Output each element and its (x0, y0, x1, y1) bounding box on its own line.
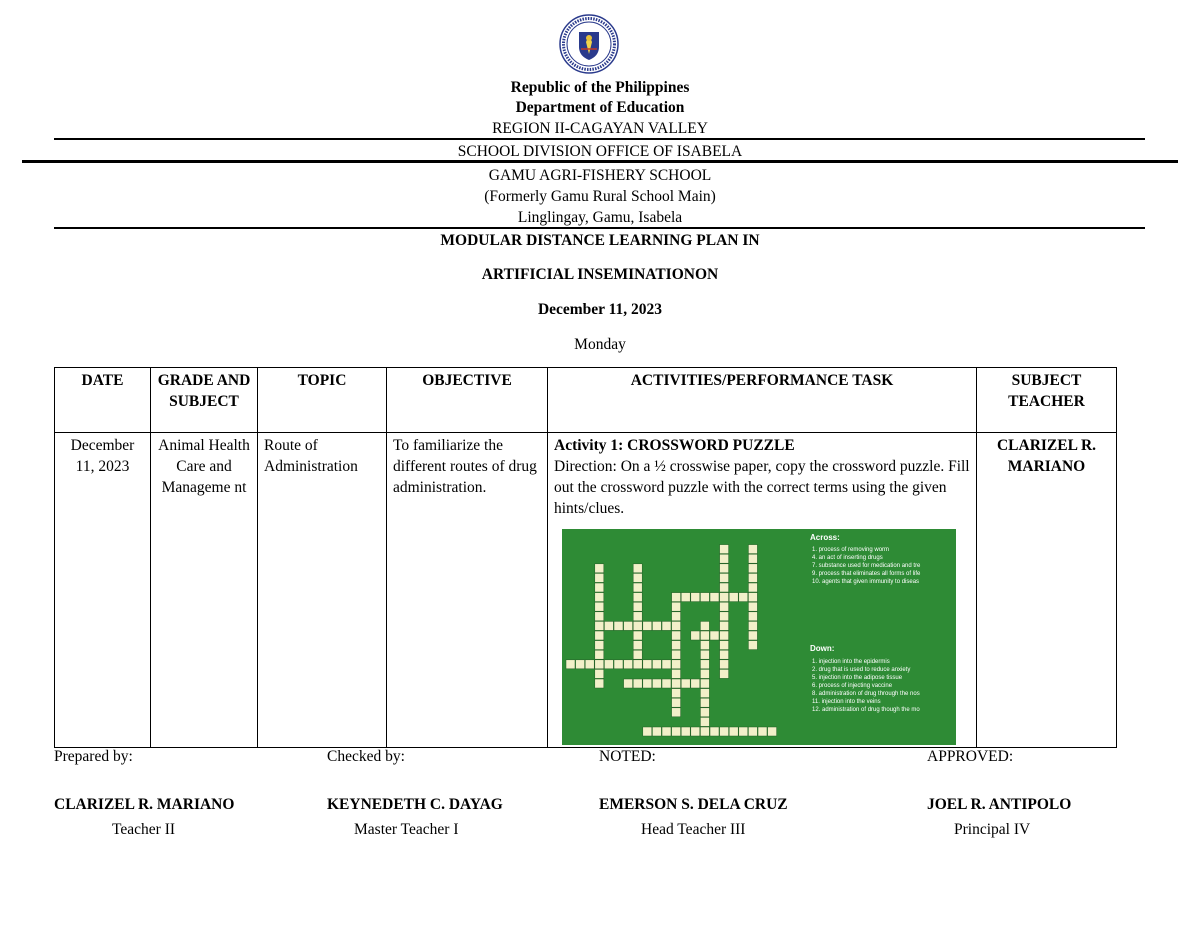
crossword-cell (729, 727, 738, 736)
cell-date: December 11, 2023 (55, 433, 151, 748)
crossword-cell (700, 650, 709, 659)
approved-label: APPROVED: (927, 748, 1014, 765)
crossword-cell (595, 669, 604, 678)
checked-label: Checked by: (327, 748, 405, 765)
crossword-cell (720, 573, 729, 582)
checked-name: KEYNEDETH C. DAYAG (327, 796, 503, 813)
crossword-cell (748, 564, 757, 573)
down-clue: 5. injection into the adipose tissue (812, 675, 903, 681)
crossword-cell (624, 660, 633, 669)
crossword-cell (595, 612, 604, 621)
down-clue: 12. administration of drug though the mo (812, 707, 920, 713)
approved-position: Principal IV (954, 821, 1031, 838)
crossword-cell (576, 660, 585, 669)
crossword-cell (700, 727, 709, 736)
crossword-cell (720, 564, 729, 573)
crossword-cell (672, 631, 681, 640)
crossword-cell (700, 717, 709, 726)
header-grade-subject: GRADE AND SUBJECT (151, 368, 258, 433)
header-date: DATE (55, 368, 151, 433)
noted-position: Head Teacher III (641, 821, 746, 838)
crossword-cell (672, 669, 681, 678)
crossword-cell (643, 660, 652, 669)
crossword-cell (595, 602, 604, 611)
crossword-cell (652, 679, 661, 688)
crossword-cell (585, 660, 594, 669)
crossword-cell (672, 641, 681, 650)
crossword-cell (672, 650, 681, 659)
crossword-cell (595, 593, 604, 602)
crossword-cell (595, 679, 604, 688)
header-rule-1 (54, 138, 1145, 140)
crossword-cell (720, 554, 729, 563)
header-address: Linglingay, Gamu, Isabela (517, 209, 683, 226)
crossword-cell (691, 727, 700, 736)
crossword-cell (720, 583, 729, 592)
crossword-cell (748, 641, 757, 650)
approved-name: JOEL R. ANTIPOLO (927, 796, 1072, 813)
crossword-cell (595, 621, 604, 630)
header-formerly: (Formerly Gamu Rural School Main) (484, 188, 716, 205)
crossword-cell (729, 593, 738, 602)
crossword-cell (624, 679, 633, 688)
plan-subject: ARTIFICIAL INSEMINATIONON (481, 266, 719, 283)
crossword-cell (710, 631, 719, 640)
cell-topic: Route of Administration (258, 433, 387, 748)
crossword-cell (739, 593, 748, 602)
crossword-cell (768, 727, 777, 736)
crossword-cell (633, 650, 642, 659)
cell-grade-subject: Animal Health Care and Manageme nt (151, 433, 258, 748)
crossword-cell (720, 602, 729, 611)
crossword-cell (624, 621, 633, 630)
down-clue: 8. administration of drug through the nos (812, 691, 920, 697)
header-objective: OBJECTIVE (387, 368, 548, 433)
header-topic: TOPIC (258, 368, 387, 433)
crossword-cell (720, 727, 729, 736)
table-row (55, 433, 1117, 748)
crossword-cell (748, 573, 757, 582)
header-republic: Republic of the Philippines (510, 79, 690, 96)
crossword-cell (700, 593, 709, 602)
crossword-cell (662, 727, 671, 736)
crossword-cell (748, 554, 757, 563)
crossword-cell (633, 612, 642, 621)
crossword-cell (672, 593, 681, 602)
crossword-cell (672, 708, 681, 717)
crossword-cell (748, 583, 757, 592)
crossword-cell (662, 660, 671, 669)
crossword-cell (595, 650, 604, 659)
crossword-cell (672, 698, 681, 707)
prepared-name: CLARIZEL R. MARIANO (54, 796, 235, 813)
header-region: REGION II-CAGAYAN VALLEY (492, 120, 708, 137)
plan-date: December 11, 2023 (537, 301, 663, 318)
crossword-cell (672, 660, 681, 669)
crossword-cell (720, 593, 729, 602)
crossword-cell (720, 660, 729, 669)
header-subject-teacher: SUBJECT TEACHER (977, 368, 1117, 433)
across-clue: 9. process that eliminates all forms of life (812, 571, 921, 577)
crossword-cell (748, 631, 757, 640)
cell-subject-teacher: CLARIZEL R. MARIANO (977, 433, 1117, 748)
crossword-cell (700, 698, 709, 707)
crossword-cell (672, 602, 681, 611)
crossword-cell (758, 727, 767, 736)
crossword-cell (748, 612, 757, 621)
plan-title: MODULAR DISTANCE LEARNING PLAN IN (440, 232, 760, 249)
crossword-cell (691, 679, 700, 688)
lesson-plan-table (54, 367, 1117, 748)
crossword-cell (700, 669, 709, 678)
crossword-cell (633, 641, 642, 650)
crossword-cell (643, 679, 652, 688)
crossword-cell (633, 631, 642, 640)
crossword-cell (652, 727, 661, 736)
across-clue: 7. substance used for medication and tre (812, 563, 921, 569)
crossword-cell (595, 564, 604, 573)
table-header-row (55, 368, 1117, 433)
crossword-cell (748, 602, 757, 611)
crossword-cell (633, 583, 642, 592)
crossword-cell (681, 727, 690, 736)
crossword-cell (672, 621, 681, 630)
crossword-cell (700, 708, 709, 717)
crossword-cell (710, 727, 719, 736)
plan-day: Monday (574, 336, 626, 353)
crossword-cell (633, 593, 642, 602)
crossword-cell (720, 641, 729, 650)
down-clue: 1. injection into the epidermis (812, 659, 890, 665)
crossword-cell (633, 602, 642, 611)
prepared-label: Prepared by: (54, 748, 133, 765)
crossword-cell (595, 631, 604, 640)
crossword-cell (614, 621, 623, 630)
crossword-cell (691, 593, 700, 602)
crossword-cell (748, 593, 757, 602)
deped-seal-logo (559, 14, 619, 74)
crossword-cell (633, 564, 642, 573)
crossword-cell (720, 612, 729, 621)
activity-direction: Direction: On a ½ crosswise paper, copy the crossword puzzle. Fill out the crossword puzzle with the correct terms using the given hints/clues. (554, 458, 970, 517)
header-department: Department of Education (515, 99, 685, 116)
crossword-cell (710, 593, 719, 602)
crossword-cell (595, 641, 604, 650)
crossword-cell (643, 727, 652, 736)
crossword-cell (672, 727, 681, 736)
crossword-puzzle-image (562, 529, 956, 745)
crossword-cell (662, 621, 671, 630)
noted-name: EMERSON S. DELA CRUZ (599, 796, 788, 813)
crossword-cell (700, 689, 709, 698)
crossword-cell (748, 621, 757, 630)
cell-objective: To familiarize the different routes of drug administration. (387, 433, 548, 748)
header-school: GAMU AGRI-FISHERY SCHOOL (488, 167, 712, 184)
down-clue: 11. injection into the veins (812, 699, 881, 705)
crossword-cell (633, 621, 642, 630)
crossword-cell (633, 660, 642, 669)
across-clue: 10. agents that given immunity to diseas (812, 579, 920, 585)
crossword-cell (739, 727, 748, 736)
crossword-cell (595, 573, 604, 582)
crossword-cell (652, 621, 661, 630)
crossword-cell (700, 679, 709, 688)
crossword-cell (720, 631, 729, 640)
crossword-cell (700, 641, 709, 650)
prepared-position: Teacher II (112, 821, 176, 838)
crossword-cell (633, 573, 642, 582)
crossword-cell (662, 679, 671, 688)
crossword-cell (700, 631, 709, 640)
crossword-cell (681, 679, 690, 688)
crossword-cell (595, 583, 604, 592)
header-division: SCHOOL DIVISION OFFICE OF ISABELA (457, 143, 743, 160)
crossword-cell (681, 593, 690, 602)
crossword-cell (604, 621, 613, 630)
crossword-cell (614, 660, 623, 669)
crossword-cell (604, 660, 613, 669)
noted-label: NOTED: (599, 748, 656, 765)
crossword-cell (700, 660, 709, 669)
crossword-cell (748, 545, 757, 554)
crossword-cell (691, 631, 700, 640)
crossword-cell (595, 660, 604, 669)
crossword-cell (672, 612, 681, 621)
down-title: Down: (810, 644, 835, 653)
checked-position: Master Teacher I (354, 821, 459, 838)
across-clue: 4. an act of inserting drugs (812, 555, 883, 561)
header-rule-3 (54, 227, 1145, 229)
crossword-cell (720, 650, 729, 659)
crossword-cell (748, 727, 757, 736)
crossword-cell (652, 660, 661, 669)
crossword-cell (633, 679, 642, 688)
header-activities: ACTIVITIES/PERFORMANCE TASK (548, 368, 977, 433)
crossword-cell (672, 689, 681, 698)
crossword-cell (720, 669, 729, 678)
crossword-cell (720, 621, 729, 630)
activity-title: Activity 1: CROSSWORD PUZZLE (554, 437, 795, 454)
crossword-cell (672, 679, 681, 688)
crossword-cell (566, 660, 575, 669)
crossword-cell (720, 545, 729, 554)
crossword-cell (700, 621, 709, 630)
header-rule-2 (22, 160, 1178, 163)
down-clue: 2. drug that is used to reduce anxiety (812, 667, 911, 673)
across-clue: 1. process of removing worm (812, 547, 890, 553)
down-clue: 6. process of injecting vaccine (812, 683, 893, 689)
cell-activities (548, 433, 977, 748)
crossword-cell (643, 621, 652, 630)
across-title: Across: (810, 533, 840, 542)
